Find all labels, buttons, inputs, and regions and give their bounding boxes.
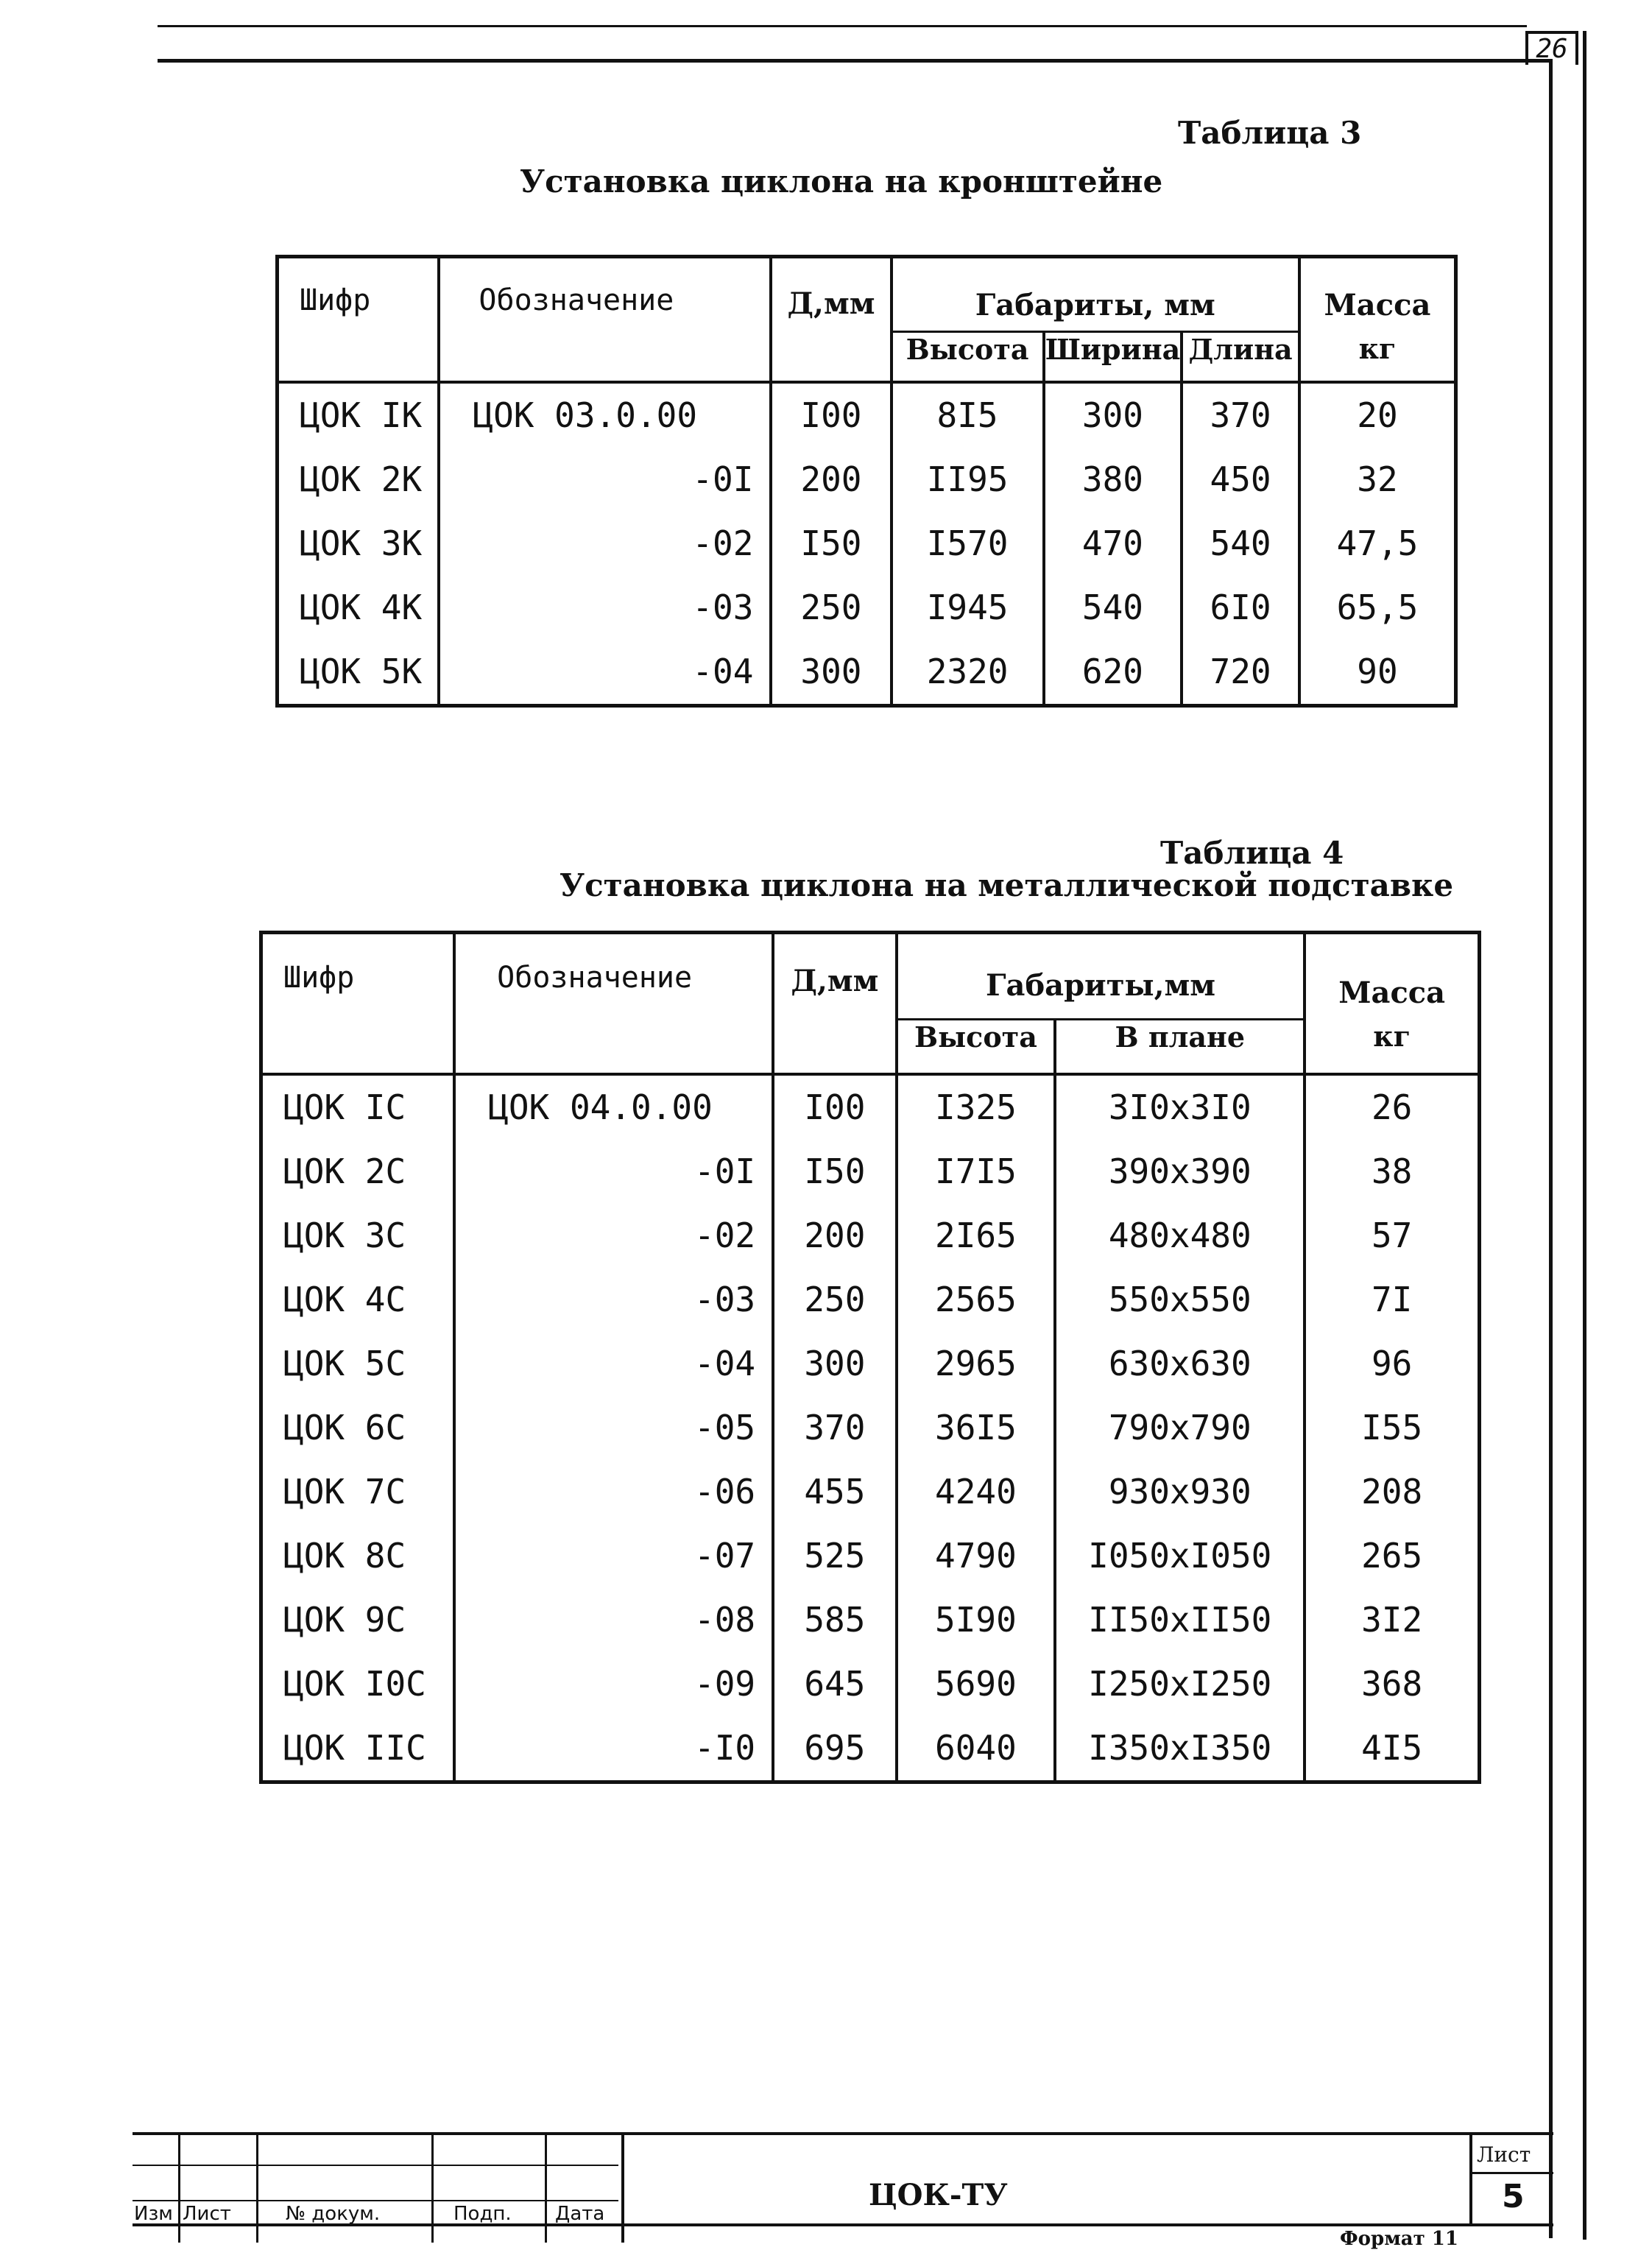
- header-mass: Масса: [1305, 933, 1479, 1020]
- cell-mass: 57: [1305, 1204, 1479, 1268]
- cell-height: I570: [892, 512, 1044, 576]
- cell-diameter: 455: [773, 1460, 897, 1524]
- cell-diameter: 645: [773, 1652, 897, 1716]
- header-code: Шифр: [278, 257, 440, 382]
- cell-mass: 96: [1305, 1332, 1479, 1396]
- cell-mass: 47,5: [1299, 512, 1456, 576]
- format-label: Формат 11: [1340, 2228, 1458, 2250]
- title-col-sign: Подп.: [453, 2203, 512, 2225]
- cell-diameter: 250: [773, 1268, 897, 1332]
- cell-height: II95: [892, 448, 1044, 512]
- cell-length: 370: [1182, 382, 1299, 448]
- cell-mass: 4I5: [1305, 1716, 1479, 1782]
- header-length: Длина: [1182, 332, 1299, 382]
- header-height: Высота: [897, 1020, 1056, 1074]
- header-mass: Масса: [1299, 257, 1456, 332]
- cell-designation: ЦОК 03.0.00: [439, 382, 771, 448]
- cell-width: 540: [1044, 576, 1182, 640]
- cell-height: 2565: [897, 1268, 1056, 1332]
- cell-diameter: 200: [773, 1204, 897, 1268]
- header-plan: В плане: [1055, 1020, 1305, 1074]
- cell-plan: 390х390: [1055, 1140, 1305, 1204]
- cell-length: 720: [1182, 640, 1299, 706]
- cell-diameter: I50: [773, 1140, 897, 1204]
- title-col-date: Дата: [555, 2203, 605, 2225]
- cell-mass: I55: [1305, 1396, 1479, 1460]
- cell-length: 540: [1182, 512, 1299, 576]
- cell-designation: -02: [439, 512, 771, 576]
- top-border-line: [158, 25, 1527, 27]
- cell-diameter: I00: [773, 1074, 897, 1140]
- cell-mass: 65,5: [1299, 576, 1456, 640]
- cell-width: 470: [1044, 512, 1182, 576]
- cell-designation: -04: [454, 1332, 773, 1396]
- cell-diameter: 525: [773, 1524, 897, 1588]
- table-row: [278, 448, 1456, 512]
- cell-designation: -08: [454, 1588, 773, 1652]
- cell-code: ЦОК I0С: [261, 1652, 455, 1716]
- cell-height: 5I90: [897, 1588, 1056, 1652]
- table-row: [261, 1204, 1480, 1268]
- cell-diameter: 585: [773, 1588, 897, 1652]
- cell-plan: 550х550: [1055, 1268, 1305, 1332]
- cell-mass: 208: [1305, 1460, 1479, 1524]
- cell-code: ЦОК 5С: [261, 1332, 455, 1396]
- header-height: Высота: [892, 332, 1044, 382]
- title-block: [133, 2132, 1553, 2250]
- header-diameter: Д,мм: [773, 933, 897, 1074]
- header-code: Шифр: [261, 933, 455, 1074]
- cell-code: ЦОК 3С: [261, 1204, 455, 1268]
- cell-designation: -0I: [439, 448, 771, 512]
- cell-designation: -06: [454, 1460, 773, 1524]
- cell-designation: -03: [454, 1268, 773, 1332]
- cell-diameter: 695: [773, 1716, 897, 1782]
- cell-code: ЦОК IС: [261, 1074, 455, 1140]
- table-row: [261, 1074, 1480, 1140]
- cell-diameter: 200: [771, 448, 891, 512]
- table4-title: Установка циклона на металлической подставке: [560, 867, 1454, 903]
- cell-designation: ЦОК 04.0.00: [454, 1074, 773, 1140]
- cell-code: ЦОК IК: [278, 382, 440, 448]
- table4: [259, 931, 1481, 1784]
- cell-mass: 26: [1305, 1074, 1479, 1140]
- header-mass-unit: кг: [1299, 332, 1456, 382]
- cell-plan: 3I0х3I0: [1055, 1074, 1305, 1140]
- cell-code: ЦОК 3К: [278, 512, 440, 576]
- cell-plan: I250хI250: [1055, 1652, 1305, 1716]
- document-code: ЦОК-ТУ: [869, 2178, 1008, 2212]
- table-row: [261, 1716, 1480, 1782]
- cell-code: ЦОК 7С: [261, 1460, 455, 1524]
- cell-diameter: I50: [771, 512, 891, 576]
- cell-diameter: 370: [773, 1396, 897, 1460]
- frame-inner-right-line: [1583, 31, 1586, 2240]
- cell-mass: 32: [1299, 448, 1456, 512]
- cell-mass: 265: [1305, 1524, 1479, 1588]
- sheet-label: Лист: [1477, 2142, 1531, 2167]
- cell-height: 36I5: [897, 1396, 1056, 1460]
- cell-code: ЦОК IIС: [261, 1716, 455, 1782]
- cell-designation: -09: [454, 1652, 773, 1716]
- header-designation: Обозначение: [454, 933, 773, 1074]
- cell-mass: 3I2: [1305, 1588, 1479, 1652]
- cell-plan: 790х790: [1055, 1396, 1305, 1460]
- table-row: [261, 1460, 1480, 1524]
- table3-title: Установка циклона на кронштейне: [520, 163, 1163, 200]
- header-dimensions: Габариты,мм: [897, 933, 1305, 1020]
- cell-diameter: 300: [771, 640, 891, 706]
- cell-plan: 630х630: [1055, 1332, 1305, 1396]
- table-row: [261, 1588, 1480, 1652]
- cell-plan: 930х930: [1055, 1460, 1305, 1524]
- cell-height: 2965: [897, 1332, 1056, 1396]
- cell-mass: 38: [1305, 1140, 1479, 1204]
- title-col-sheet: Лист: [183, 2203, 231, 2225]
- cell-designation: -I0: [454, 1716, 773, 1782]
- table-row: [261, 1140, 1480, 1204]
- table-row: [278, 640, 1456, 706]
- table3: [275, 255, 1458, 708]
- cell-diameter: I00: [771, 382, 891, 448]
- sheet-number-top: 26: [1525, 31, 1578, 65]
- header-designation: Обозначение: [439, 257, 771, 382]
- table-row: [261, 1332, 1480, 1396]
- frame-right-line: [1549, 59, 1553, 2238]
- cell-height: 2320: [892, 640, 1044, 706]
- cell-code: ЦОК 5К: [278, 640, 440, 706]
- cell-length: 450: [1182, 448, 1299, 512]
- cell-designation: -05: [454, 1396, 773, 1460]
- cell-designation: -07: [454, 1524, 773, 1588]
- cell-height: I7I5: [897, 1140, 1056, 1204]
- table4-label: Таблица 4: [1160, 835, 1344, 871]
- table-row: [278, 576, 1456, 640]
- cell-code: ЦОК 9С: [261, 1588, 455, 1652]
- table-row: [261, 1396, 1480, 1460]
- title-col-doc: № докум.: [286, 2203, 381, 2225]
- cell-designation: -02: [454, 1204, 773, 1268]
- table-row: [261, 1652, 1480, 1716]
- cell-designation: -03: [439, 576, 771, 640]
- cell-height: I945: [892, 576, 1044, 640]
- cell-mass: 368: [1305, 1652, 1479, 1716]
- cell-mass: 20: [1299, 382, 1456, 448]
- cell-code: ЦОК 2С: [261, 1140, 455, 1204]
- cell-width: 300: [1044, 382, 1182, 448]
- cell-plan: 480х480: [1055, 1204, 1305, 1268]
- cell-height: 4790: [897, 1524, 1056, 1588]
- cell-diameter: 300: [773, 1332, 897, 1396]
- cell-code: ЦОК 6С: [261, 1396, 455, 1460]
- cell-plan: I350хI350: [1055, 1716, 1305, 1782]
- cell-length: 6I0: [1182, 576, 1299, 640]
- cell-mass: 90: [1299, 640, 1456, 706]
- cell-diameter: 250: [771, 576, 891, 640]
- sheet-number: 5: [1502, 2178, 1525, 2215]
- cell-plan: II50хII50: [1055, 1588, 1305, 1652]
- header-dimensions: Габариты, мм: [892, 257, 1299, 332]
- table-row: [261, 1268, 1480, 1332]
- cell-height: 5690: [897, 1652, 1056, 1716]
- cell-code: ЦОК 4К: [278, 576, 440, 640]
- table-row: [278, 382, 1456, 448]
- cell-width: 620: [1044, 640, 1182, 706]
- table3-label: Таблица 3: [1178, 115, 1362, 151]
- cell-height: 8I5: [892, 382, 1044, 448]
- table-row: [278, 512, 1456, 576]
- frame-top-line: [158, 59, 1552, 63]
- table-row: [261, 1524, 1480, 1588]
- cell-code: ЦОК 4С: [261, 1268, 455, 1332]
- cell-code: ЦОК 2К: [278, 448, 440, 512]
- title-col-change: Изм: [134, 2203, 173, 2225]
- cell-designation: -04: [439, 640, 771, 706]
- header-mass-unit: кг: [1305, 1020, 1479, 1074]
- cell-height: 2I65: [897, 1204, 1056, 1268]
- cell-designation: -0I: [454, 1140, 773, 1204]
- cell-height: I325: [897, 1074, 1056, 1140]
- cell-width: 380: [1044, 448, 1182, 512]
- header-width: Ширина: [1044, 332, 1182, 382]
- cell-plan: I050хI050: [1055, 1524, 1305, 1588]
- header-diameter: Д,мм: [771, 257, 891, 382]
- cell-code: ЦОК 8С: [261, 1524, 455, 1588]
- cell-height: 6040: [897, 1716, 1056, 1782]
- cell-mass: 7I: [1305, 1268, 1479, 1332]
- cell-height: 4240: [897, 1460, 1056, 1524]
